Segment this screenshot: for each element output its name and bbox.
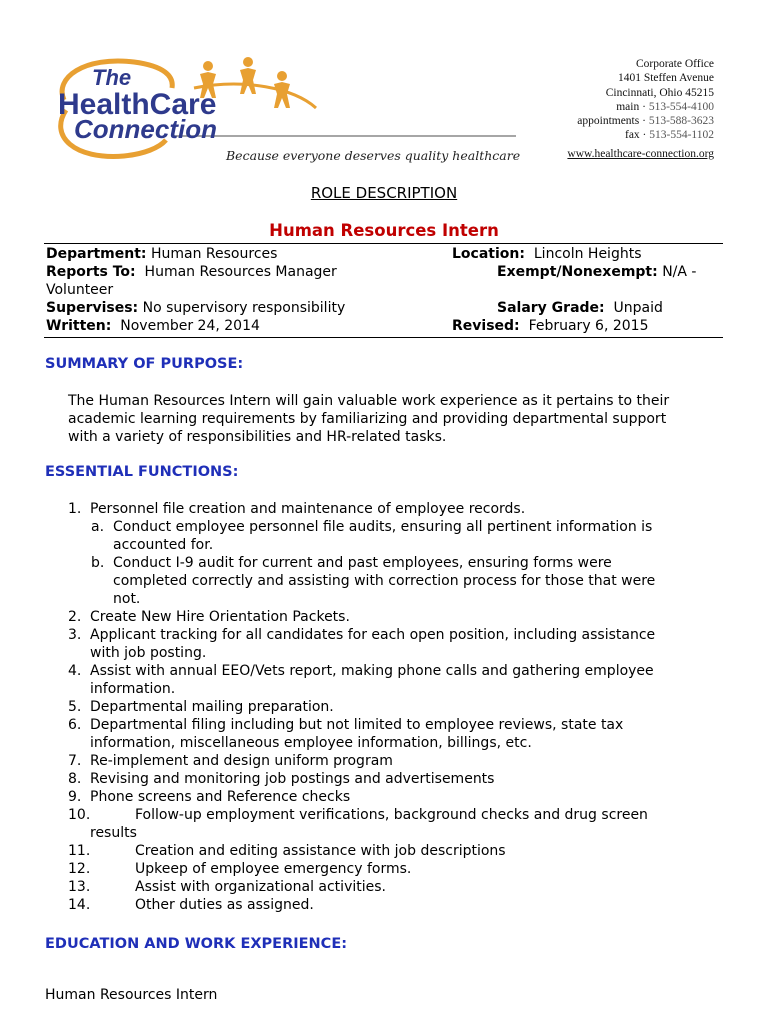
- list-item-text: Applicant tracking for all candidates for each open position, including assistance: [90, 627, 656, 643]
- website-link[interactable]: www.healthcare-connection.org: [567, 147, 714, 160]
- list-item-number: 7.: [68, 753, 82, 769]
- list-item: [68, 698, 728, 716]
- list-item-text: Departmental mailing preparation.: [90, 699, 334, 715]
- list-item-text: Personnel file creation and maintenance of employee records.: [90, 501, 526, 517]
- list-item-text: Re-implement and design uniform program: [90, 753, 393, 769]
- logo-text-healthcare: HealthCare: [58, 88, 217, 121]
- summary-line: academic learning requirements by familiarizing and providing departmental support: [68, 411, 667, 427]
- summary-line: The Human Resources Intern will gain valuable work experience as it pertains to their: [68, 393, 670, 409]
- summary-heading: SUMMARY OF PURPOSE:: [45, 356, 244, 372]
- info-row-reports: Reports To: Human Resources Manager Exempt/Nonexempt: N/A -: [46, 264, 697, 280]
- list-item-number: 12.: [68, 861, 91, 877]
- list-item-text: Upkeep of employee emergency forms.: [135, 861, 412, 877]
- top-rule: [44, 243, 723, 244]
- list-item-text: results: [90, 825, 137, 841]
- list-item-text: Create New Hire Orientation Packets.: [90, 609, 350, 625]
- list-item-text: not.: [113, 591, 141, 607]
- bottom-rule: [44, 337, 723, 338]
- address-block: [567, 57, 714, 161]
- list-item: [68, 608, 728, 626]
- list-item: [68, 500, 728, 518]
- list-item-number: 9.: [68, 789, 82, 805]
- summary-line: with a variety of responsibilities and HR-related tasks.: [68, 429, 447, 445]
- list-item: [68, 716, 728, 752]
- info-row-supervises: Supervises: No supervisory responsibility Salary Grade: Unpaid: [46, 300, 663, 316]
- role-description-title: ROLE DESCRIPTION: [310, 184, 458, 202]
- list-item-text: Revising and monitoring job postings and advertisements: [90, 771, 495, 787]
- street: 1401 Steffen Avenue: [617, 72, 714, 85]
- list-item-number: 5.: [68, 699, 82, 715]
- info-row-reports-cont: Volunteer: [46, 282, 114, 298]
- list-item-number: 2.: [68, 609, 82, 625]
- list-item-number: 6.: [68, 717, 82, 733]
- list-item-number: 4.: [68, 663, 82, 679]
- list-item: [68, 878, 728, 896]
- main-phone: main · 513-554-4100: [616, 100, 714, 113]
- logo-text-connection: Connection: [74, 114, 217, 144]
- list-item-number: b.: [91, 555, 105, 571]
- tagline: Because everyone deserves quality healthcare: [226, 148, 521, 163]
- list-item-text: with job posting.: [90, 645, 207, 661]
- list-item-number: 10.: [68, 807, 91, 823]
- list-item-text: Creation and editing assistance with job descriptions: [135, 843, 506, 859]
- list-item-number: 14.: [68, 897, 91, 913]
- education-text: Human Resources Intern: [45, 987, 218, 1003]
- education-heading: EDUCATION AND WORK EXPERIENCE:: [45, 936, 348, 952]
- list-item-text: completed correctly and assisting with correction process for those that were: [113, 573, 656, 589]
- list-item-text: Conduct I-9 audit for current and past employees, ensuring forms were: [113, 555, 612, 571]
- list-item: [68, 788, 728, 806]
- list-item-text: Phone screens and Reference checks: [90, 789, 351, 805]
- functions-heading: ESSENTIAL FUNCTIONS:: [45, 464, 239, 480]
- list-item-text: Follow-up employment verifications, background checks and drug screen: [135, 807, 648, 823]
- list-item-text: information, miscellaneous employee information, billings, etc.: [90, 735, 532, 751]
- list-item-text: Assist with annual EEO/Vets report, making phone calls and gathering employee: [90, 663, 654, 679]
- list-item-text: Assist with organizational activities.: [135, 879, 386, 895]
- sub-list-item: [68, 554, 728, 608]
- summary-paragraph: [68, 392, 728, 446]
- list-item: [68, 860, 728, 878]
- job-title: Human Resources Intern: [269, 221, 499, 240]
- city: Cincinnati, Ohio 45215: [605, 86, 714, 99]
- list-item-number: 11.: [68, 843, 91, 859]
- appointments-phone: appointments · 513-588-3623: [577, 115, 714, 128]
- office-title: Corporate Office: [635, 58, 714, 70]
- list-item: [68, 752, 728, 770]
- list-item: [68, 842, 728, 860]
- list-item-text: Departmental filing including but not limited to employee reviews, state tax: [90, 717, 624, 733]
- list-item-number: 13.: [68, 879, 91, 895]
- list-item-text: accounted for.: [113, 537, 214, 553]
- list-item: [68, 662, 728, 698]
- info-table: [46, 245, 722, 335]
- list-item-number: 3.: [68, 627, 82, 643]
- list-item-text: Conduct employee personnel file audits, ensuring all pertinent information is: [113, 519, 653, 535]
- sub-list-item: [68, 518, 728, 554]
- list-item-text: Other duties as assigned.: [135, 897, 314, 913]
- info-row-department: Department: Human Resources Location: Lincoln Heights: [46, 246, 642, 262]
- list-item-number: a.: [91, 519, 105, 535]
- list-item: [68, 626, 728, 662]
- fax-phone: fax · 513-554-1102: [624, 129, 714, 142]
- list-item: [68, 806, 728, 842]
- list-item: [68, 896, 728, 914]
- list-item-number: 1.: [68, 501, 82, 517]
- list-item-text: information.: [90, 681, 176, 697]
- logo-text-the: The: [92, 65, 132, 90]
- list-item: [68, 770, 728, 788]
- functions-list: [68, 500, 728, 914]
- list-item-number: 8.: [68, 771, 82, 787]
- info-row-written: Written: November 24, 2014 Revised: February 6, 2015: [46, 318, 649, 334]
